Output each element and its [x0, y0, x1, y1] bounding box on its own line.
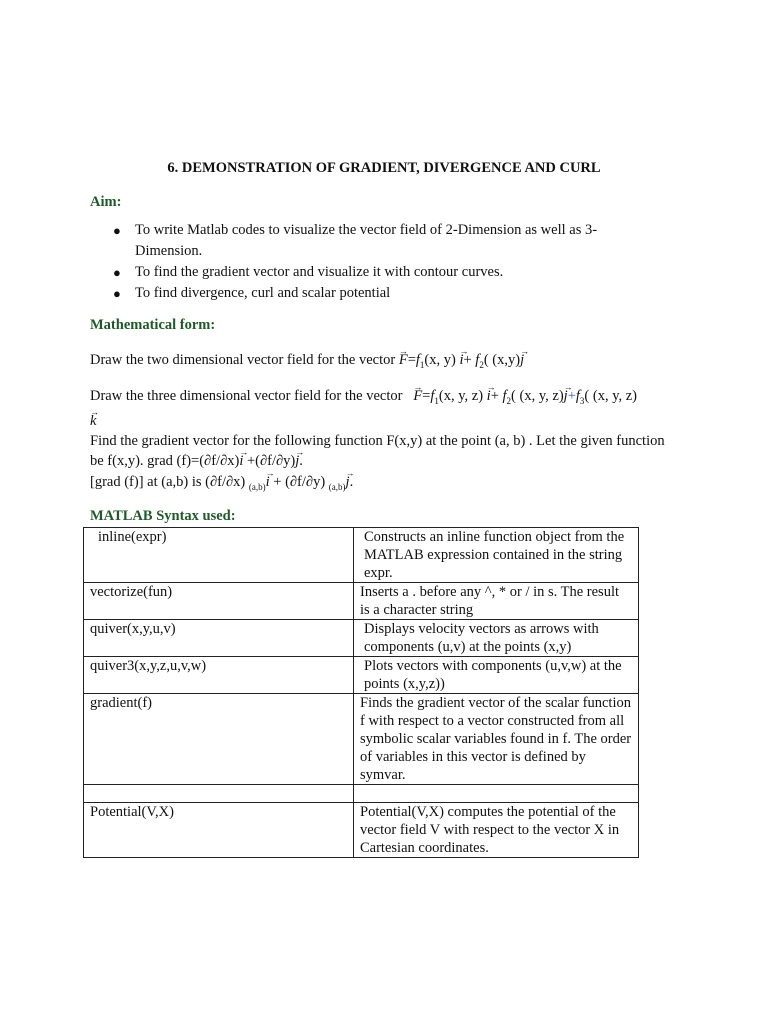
table-row — [84, 803, 639, 858]
math-line-3d: Draw the three dimensional vector field for the vector → $F=f_1(x$, y, $z) \to i+ f_2$( (x, y, $z)\to j+f_3$( (x, y, z) → k — [90, 386, 675, 431]
syntax-heading: MATLAB Syntax used: — [90, 508, 236, 524]
syntax-command: Potential(V,X) — [84, 803, 354, 858]
syntax-command: gradient(f) — [84, 694, 354, 785]
syntax-command: inline(expr) — [84, 528, 354, 583]
syntax-description: Constructs an inline function object from the MATLAB expression contained in the string expr. — [354, 528, 639, 583]
math-line-2d: Draw the two dimensional vector field for the vector → $F=f_1(x$, $y) \to i+ f_2$( (x,y)→ j — [90, 350, 675, 375]
page-title: 6. DEMONSTRATION OF GRADIENT, DIVERGENCE AND CURL — [167, 160, 601, 176]
syntax-command — [84, 785, 354, 803]
syntax-command: quiver(x,y,u,v) — [84, 620, 354, 657]
syntax-description: Finds the gradient vector of the scalar function f with respect to a vector constructed from all symbolic scalar variables found in f. The order of variables in this vector is defined by symvar. — [354, 694, 639, 785]
table-row — [84, 620, 639, 657]
list-item: ● To write Matlab codes to visualize the vector field of 2-Dimension as well as 3-Dimension. — [113, 222, 598, 259]
bullet-icon: ● — [113, 286, 121, 301]
syntax-command: quiver3(x,y,z,u,v,w) — [84, 657, 354, 694]
table-row — [84, 528, 639, 583]
table-row — [84, 694, 639, 785]
syntax-description: Potential(V,X) computes the potential of the vector field V with respect to the vector X in Cartesian coordinates. — [354, 803, 639, 858]
math-line-grad-at-point: [grad (f)] at (a,b) is (∂f/∂x) $_{(a,b)}$→ i + (∂f/∂y) $_{(a,b)}$→ j. — [90, 472, 675, 497]
syntax-table — [83, 527, 639, 858]
syntax-description: Plots vectors with components (u,v,w) at the points (x,y,z)) — [354, 657, 639, 694]
bullet-icon: ● — [113, 265, 121, 280]
math-line-gradient: Find the gradient vector for the following function F(x,y) at the point (a, b) . Let the given function be f(x,y). grad (f)=(∂f/∂x)→ i +(∂f/∂y)→ j. — [90, 431, 675, 471]
syntax-description — [354, 785, 639, 803]
aim-heading: Aim: — [90, 194, 122, 210]
table-row — [84, 583, 639, 620]
table-row — [84, 657, 639, 694]
math-form-heading: Mathematical form: — [90, 317, 216, 333]
table-row — [84, 785, 639, 803]
bullet-icon: ● — [113, 223, 121, 238]
syntax-command: vectorize(fun) — [84, 583, 354, 620]
aim-list — [113, 220, 633, 304]
syntax-description: Inserts a . before any ^, * or / in s. The result is a character string — [354, 583, 639, 620]
syntax-description: Displays velocity vectors as arrows with components (u,v) at the points (x,y) — [354, 620, 639, 657]
list-item: ● To find the gradient vector and visualize it with contour curves. — [113, 262, 633, 283]
list-item: ● To find divergence, curl and scalar potential — [113, 283, 633, 304]
